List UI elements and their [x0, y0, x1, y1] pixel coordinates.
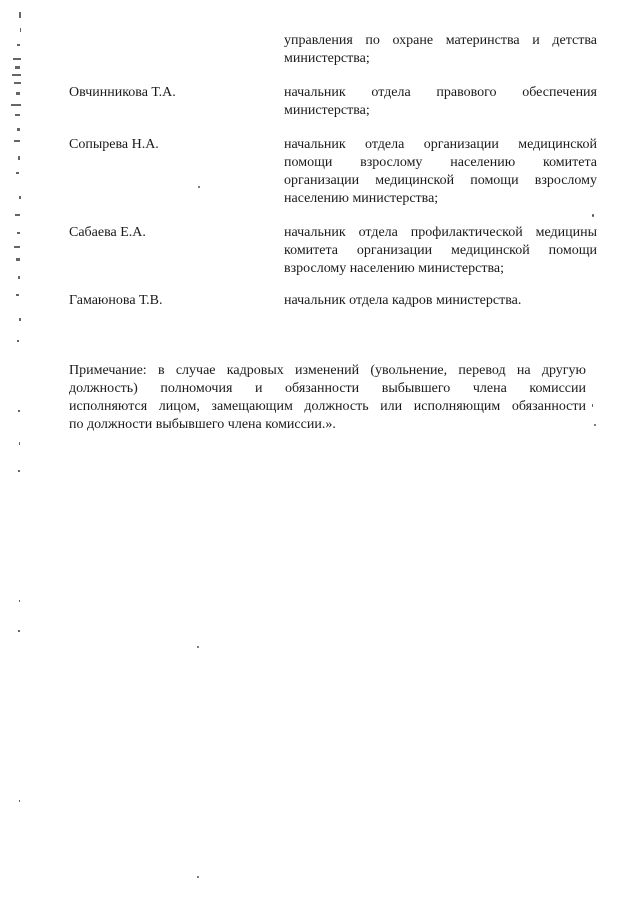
scan-speck — [594, 424, 596, 426]
note-line-2: должность) полномочия и обязанности выбывшего члена комиссии — [69, 381, 586, 396]
member-role-line: организации медицинской помощи взрослому — [284, 173, 597, 188]
member-role-line: начальник отдела кадров министерства. — [284, 293, 522, 308]
scan-speck — [592, 404, 593, 407]
member-role-line: начальник отдела правового обеспечения — [284, 85, 597, 100]
note-line-1: Примечание: в случае кадровых изменений (увольнение, перевод на другую — [69, 363, 586, 378]
member-role-line: взрослому населению министерства; — [284, 261, 504, 276]
member-name-gamayunova: Гамаюнова Т.В. — [69, 293, 163, 308]
member-name-ovchinnikova: Овчинникова Т.А. — [69, 85, 176, 100]
note-line-3: исполняются лицом, замещающим должность или исполняющим обязанности — [69, 399, 586, 414]
note-line-4: по должности выбывшего члена комиссии.». — [69, 417, 336, 432]
scan-speck — [198, 186, 200, 188]
member-name-sabaeva: Сабаева Е.А. — [69, 225, 146, 240]
scan-speck — [197, 646, 199, 648]
member-role-line: начальник отдела организации медицинской — [284, 137, 597, 152]
member-role-line: начальник отдела профилактической медицины — [284, 225, 597, 240]
member-name-sopyreva: Сопырева Н.А. — [69, 137, 159, 152]
member-role-line: помощи взрослому населению комитета — [284, 155, 597, 170]
member-role-line: министерства; — [284, 103, 370, 118]
member-role-line: населению министерства; — [284, 191, 439, 206]
scan-speck — [197, 876, 199, 878]
scan-speck — [592, 214, 594, 217]
scan-edge-artifacts — [0, 0, 30, 907]
intro-line-2: министерства; — [284, 51, 370, 66]
intro-line-1: управления по охране материнства и детства — [284, 33, 597, 48]
member-role-line: комитета организации медицинской помощи — [284, 243, 597, 258]
